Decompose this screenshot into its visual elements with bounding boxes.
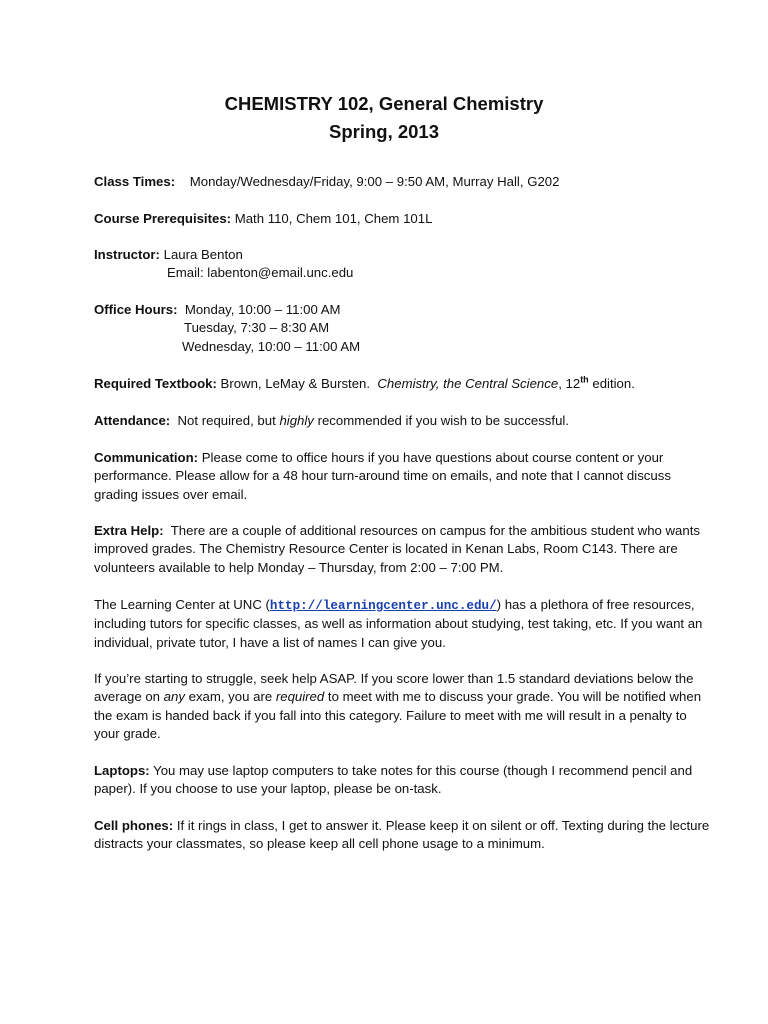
instructor-email: Email: labenton@email.unc.edu <box>167 265 354 281</box>
struggle-emphasis-any: any <box>163 689 185 705</box>
term-title: Spring, 2013 <box>328 121 439 142</box>
textbook-edition-number: , 12 <box>558 376 581 391</box>
extra-help-label: Extra Help: <box>94 523 164 538</box>
cell-phones-label: Cell phones: <box>94 818 174 833</box>
textbook-section <box>94 375 714 393</box>
learning-center-link[interactable]: http://learningcenter.unc.edu/ <box>269 599 497 613</box>
class-times-section <box>94 173 714 191</box>
office-hours-wednesday: Wednesday, 10:00 – 11:00 AM <box>182 338 361 354</box>
attendance-label: Attendance: <box>94 413 171 428</box>
cell-phones-section <box>94 817 714 854</box>
communication-text: Please come to office hours if you have questions about course content or your performance. Please allow for a 48 hour turn-around time on emails, and note that I cannot discuss grading issues over email. <box>94 450 671 502</box>
communication-label: Communication: <box>94 450 199 465</box>
instructor-label: Instructor: <box>94 247 160 262</box>
prerequisites-label: Course Prerequisites: <box>94 211 232 226</box>
extra-help-section <box>94 522 714 577</box>
learning-center-section <box>94 596 714 652</box>
prerequisites-value: Math 110, Chem 101, Chem 101L <box>234 211 433 226</box>
extra-help-text: There are a couple of additional resources on campus for the ambitious student who wants improved grades. The Chemistry Resource Center is located in Kenan Labs, Room C143. There are volunteers available to help Monday – Thursday, from 2:00 – 7:00 PM. <box>94 523 700 575</box>
prerequisites-section <box>94 210 714 228</box>
laptops-section <box>94 762 714 799</box>
textbook-edition-sup: th <box>580 374 589 385</box>
textbook-edition-word: edition. <box>592 376 635 391</box>
laptops-text: You may use laptop computers to take notes for this course (though I recommend pencil and paper). If you choose to use your laptop, please be on-task. <box>94 763 693 797</box>
attendance-text-1: Not required, but <box>177 413 276 428</box>
office-hours-monday: Monday, 10:00 – 11:00 AM <box>184 302 341 317</box>
textbook-label: Required Textbook: <box>94 376 217 391</box>
attendance-text-2: recommended if you wish to be successful. <box>317 413 569 428</box>
office-hours-section <box>94 301 714 356</box>
course-title: CHEMISTRY 102, General Chemistry <box>224 93 544 114</box>
attendance-section <box>94 412 714 430</box>
class-times-label: Class Times: <box>94 174 176 189</box>
communication-section <box>94 449 714 504</box>
class-times-value: Monday/Wednesday/Friday, 9:00 – 9:50 AM, Murray Hall, G202 <box>189 174 560 189</box>
learning-center-text-2: ) has a plethora of free resources, including tutors for specific classes, as well as information about studying, test taking, etc. If you want an individual, private tutor, I have a list of names I can give you. <box>94 597 703 650</box>
office-hours-tuesday: Tuesday, 7:30 – 8:30 AM <box>184 320 330 336</box>
textbook-authors: Brown, LeMay & Bursten. <box>220 376 371 391</box>
struggle-text-3: to meet with me to discuss your grade. You will be notified when the exam is handed back if you fall into this category. Failure to meet with me will result in a penalty to your grade. <box>94 689 702 742</box>
learning-center-text-1: The Learning Center at UNC ( <box>94 597 270 612</box>
office-hours-label: Office Hours: <box>94 302 178 317</box>
instructor-section <box>94 246 714 283</box>
textbook-title: Chemistry, the Central Science <box>377 376 559 391</box>
attendance-emphasis: highly <box>279 413 314 428</box>
struggle-text-2: exam, you are <box>188 689 273 705</box>
struggle-emphasis-required: required <box>275 689 325 705</box>
struggle-section <box>94 670 714 744</box>
instructor-name: Laura Benton <box>163 247 243 262</box>
cell-phones-text: If it rings in class, I get to answer it. Please keep it on silent or off. Texting during the lecture distracts your classmates, so please keep all cell phone usage to a minimum. <box>94 818 710 852</box>
laptops-label: Laptops: <box>94 763 150 778</box>
struggle-text-1: If you’re starting to struggle, seek help ASAP. If you score lower than 1.5 standard deviations below the average on <box>94 671 694 705</box>
